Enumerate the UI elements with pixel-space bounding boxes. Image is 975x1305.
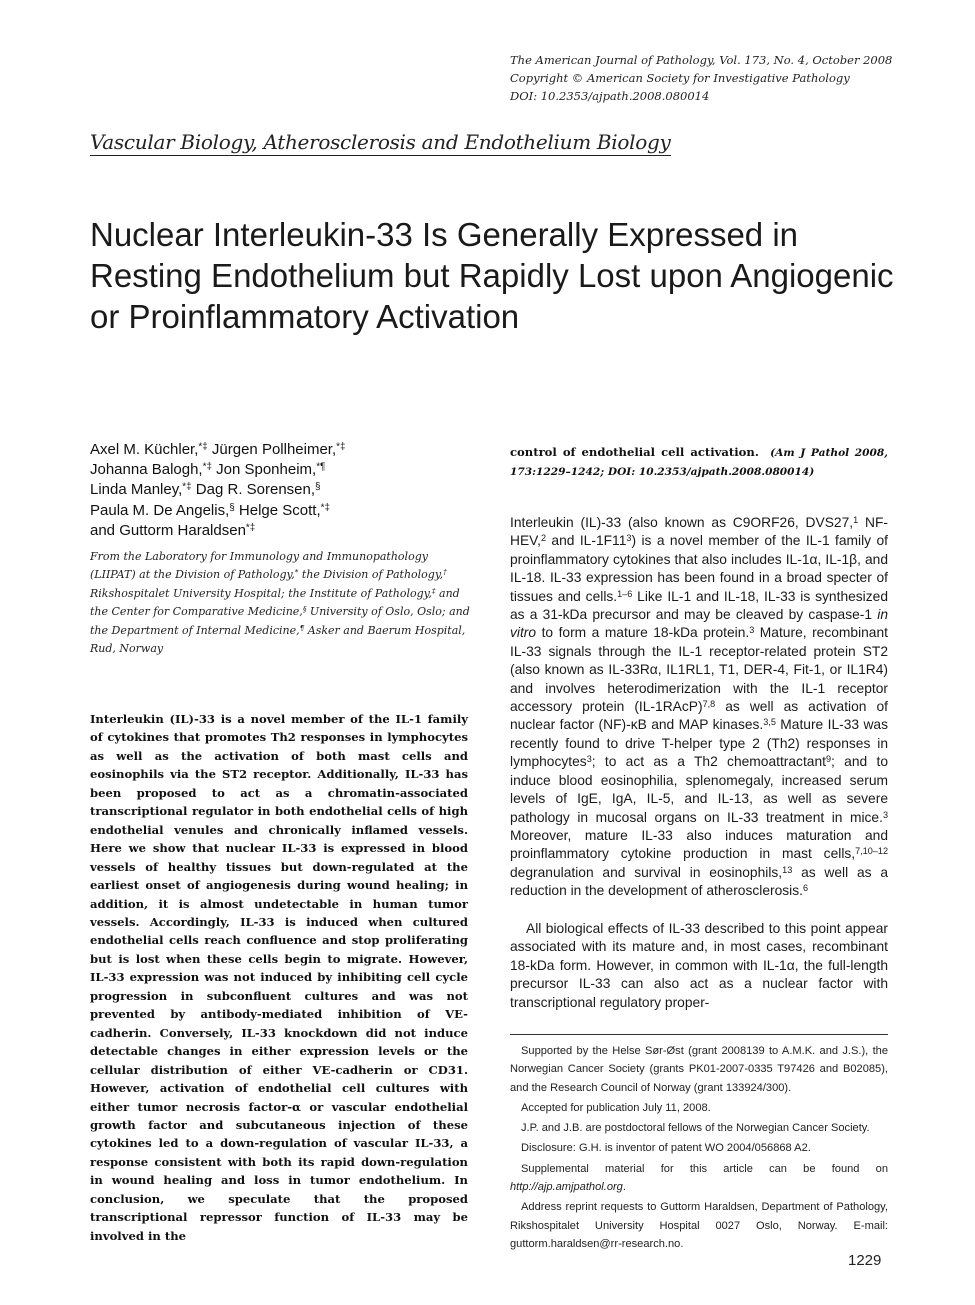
text-run: Moreover, mature IL-33 also induces maturation and proinflammatory cytokine production in mast cells, (510, 827, 888, 862)
author: Jon Sponheim,*¶ (216, 461, 326, 479)
reference-marker: 3,5 (763, 717, 776, 728)
footnotes (510, 1042, 888, 1255)
text-run: ; to act as a Th2 chemoattractant (591, 754, 826, 770)
reference-marker: 1–6 (617, 588, 633, 599)
footnote-supplemental: Supplemental material for this article can be found on http://ajp.amjpathol.org. (510, 1162, 888, 1194)
text-run: to form a mature 18-kDa protein. (536, 625, 750, 641)
text-run: ) is a novel member of the IL-1 family of proinflammatory cytokines that also includes IL-1α, IL-1β, and IL-18. IL-33 expression has been found in a broad specter of tissues and cells. (510, 533, 888, 604)
author: Linda Manley,*‡ (90, 481, 192, 499)
italic-term: in vitro (510, 607, 888, 641)
footnote-support: Supported by the Helse Sør-Øst (grant 2008139 to A.M.K. and J.S.), the Norwegian Cancer Society (grants PK01-2007-0335 T97426 and B02085), and the Research Council of Norway (grant 133924/300). (510, 1045, 888, 1094)
footnote-accepted: Accepted for publication July 11, 2008. (521, 1101, 711, 1114)
citation: (Am J Pathol 2008, 173:1229–1242; DOI: 10.2353/ajpath.2008.080014) (510, 447, 888, 479)
text-run: degranulation and survival in eosinophils, (510, 864, 783, 880)
journal-citation-line: The American Journal of Pathology, Vol. 173, No. 4, October 2008 (510, 53, 893, 67)
footnote-divider (510, 1034, 888, 1035)
author: and Guttorm Haraldsen*‡ (90, 521, 256, 539)
reference-marker: 3 (882, 809, 888, 820)
text-run: NF-HEV, (510, 515, 889, 549)
doi-line: DOI: 10.2353/ajpath.2008.080014 (510, 89, 710, 103)
journal-info (510, 51, 930, 105)
section-heading: Vascular Biology, Atherosclerosis and Endothelium Biology (90, 130, 671, 154)
author: Dag R. Sorensen,§ (195, 481, 321, 499)
author: Helge Scott,*‡ (238, 501, 330, 519)
reference-marker: 7,10–12 (855, 846, 888, 857)
abstract: Interleukin (IL)-33 is a novel member of the IL-1 family of cytokines that promotes Th2 responses in lymphocytes as well as the activation of both mast cells and eosinophils via the ST2 receptor. Additionally, IL-33 has been proposed to act as a chromatin-associated transcriptional regulator in both endothelial cells of high endothelial venules and chronically inflamed vessels. Here we show that nuclear IL-33 is expressed in blood vessels of healthy tissues but down-regulated at the earliest onset of angiogenesis during wound healing; in addition, it is almost undetectable in human tumor vessels. Accordingly, IL-33 is induced when cultured endothelial cells reach confluence and stop proliferating but is lost when these cells begin to migrate. However, IL-33 expression was not induced by inhibiting cell cycle progression in subconfluent cultures and was not prevented by antibody-mediated inhibition of VE-cadherin. Conversely, IL-33 knockdown did not induce detectable changes in either expression levels or the cellular distribution of either VE-cadherin or CD31. However, activation of endothelial cell cultures with either tumor necrosis factor-α or vascular endothelial growth factor and subcutaneous injection of these cytokines led to a down-regulation of vascular IL-33, a response consistent with both its rapid down-regulation in wound healing and loss in tumor endothelium. In conclusion, we speculate that the proposed transcriptional repressor function of IL-33 may be involved in the (90, 712, 468, 1243)
author: Jürgen Pollheimer,*‡ (211, 441, 346, 458)
author: Axel M. Küchler,*‡ (90, 441, 208, 458)
reference-marker: 9 (825, 754, 832, 765)
footnote-reprint: Address reprint requests to Guttorm Haraldsen, Department of Pathology, Rikshospitalet University Hospital 0027 Oslo, Norway. E-mail: guttorm.haraldsen@rr-research.no. (510, 1201, 888, 1250)
body-paragraph-1 (510, 514, 888, 901)
reference-marker: 7,8 (702, 698, 716, 709)
reference-marker: 3 (626, 533, 632, 544)
text-run: Mature IL-33 was recently found to drive T-helper type 2 (Th2) responses in lymphocytes (510, 717, 888, 770)
reference-marker: 6 (802, 883, 809, 894)
author: Johanna Balogh,*‡ (90, 461, 212, 479)
footnote-disclosure: Disclosure: G.H. is inventor of patent WO 2004/056868 A2. (521, 1142, 811, 1155)
reference-marker: 3 (749, 625, 755, 636)
page-number: 1229 (848, 1252, 882, 1269)
article-title: Nuclear Interleukin-33 Is Generally Expressed in Resting Endothelium but Rapidly Lost upon Angiogenic or Proinflammatory Activation (90, 216, 894, 335)
text-run: as well as activation of nuclear factor (NF)-κB and MAP kinases. (510, 699, 888, 733)
abstract-continuation (510, 443, 888, 481)
copyright-line: Copyright © American Society for Investigative Pathology (510, 71, 850, 85)
affiliation: From the Laboratory for Immunology and Immunopathology (LIIPAT) at the Division of Pathology,* the Division of Pathology,† Rikshospitalet University Hospital; the Institute of Pathology,‡ and the Center for Comparative Medicine,§ University of Oslo, Oslo; and the Department of Internal Medicine,¶ Asker and Baerum Hospital, Rud, Norway (90, 550, 470, 656)
supplemental-link[interactable]: http://ajp.amjpathol.org (510, 1181, 623, 1194)
text-run: ; and to induce blood eosinophilia, splenomegaly, increased serum levels of IgE, IgA, IL-5, and IL-13, as well as severe pathology in mucosal organs on IL-33 treatment in mice. (510, 754, 888, 825)
text-run: Interleukin (IL)-33 (also known as C9ORF26, DVS27, (510, 515, 854, 530)
text-run: as well as a reduction in the development of atherosclerosis. (510, 864, 889, 899)
text-run: Like IL-1 and IL-18, IL-33 is synthesized as a 31-kDa precursor and may be cleaved by caspase-1 (510, 588, 888, 623)
reference-marker: 3 (586, 754, 592, 765)
author: Paula M. De Angelis,§ (90, 501, 235, 519)
reference-marker: 13 (782, 864, 793, 875)
reference-marker: 1 (853, 514, 859, 525)
abstract-end: control of endothelial cell activation. (510, 445, 759, 459)
footnote-fellows: J.P. and J.B. are postdoctoral fellows of the Norwegian Cancer Society. (521, 1122, 870, 1135)
text-run: Mature, recombinant IL-33 signals through the IL-1 receptor-related protein ST2 (also known as IL-33Rα, IL1RL1, T1, DER-4, Fit-1, or IL1R4) and involves heterodimerization with the IL-1 receptor accessory protein (IL-1RAcP) (510, 625, 888, 715)
author-list (90, 440, 470, 541)
text-run: and IL-1F11 (546, 533, 627, 549)
body-paragraph-2: All biological effects of IL-33 described to this point appear associated with its mature and, in most cases, recombinant 18-kDa form. However, in common with IL-1α, the full-length precursor IL-33 can also act as a nuclear factor with transcriptional regulatory proper- (510, 921, 888, 1010)
reference-marker: 2 (540, 533, 546, 544)
